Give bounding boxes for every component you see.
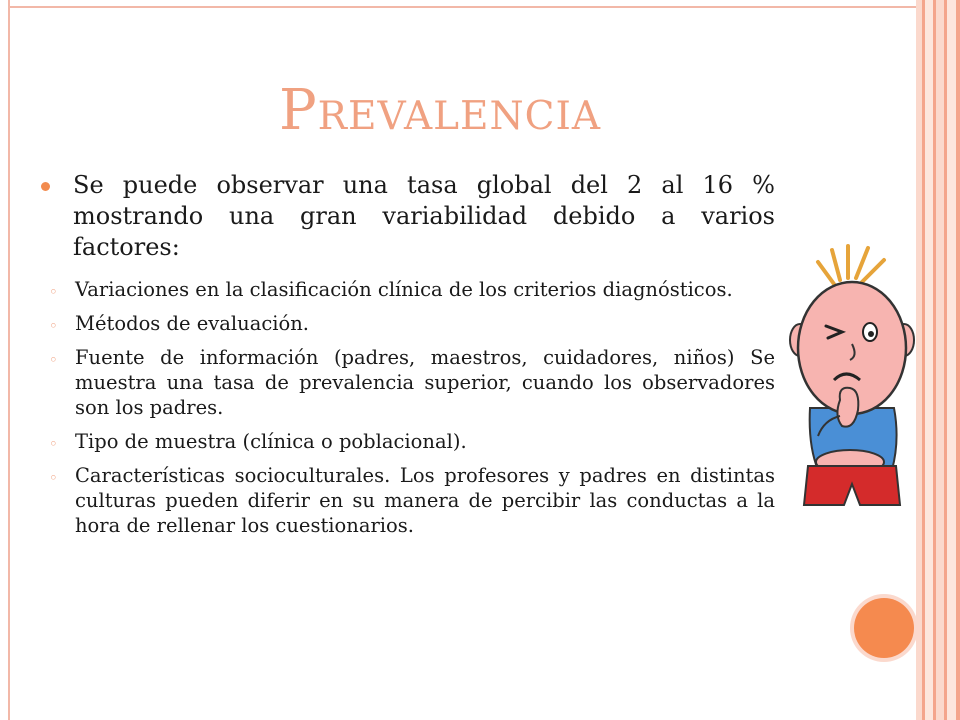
sub-bullet-item	[35, 345, 775, 420]
sub-bullet-text: Tipo de muestra (clínica o poblacional).	[75, 430, 467, 453]
right-pupil-icon	[868, 331, 874, 337]
hollow-bullet-icon: ◦	[49, 435, 58, 453]
hollow-bullet-icon: ◦	[49, 317, 58, 335]
sub-bullet-list	[35, 277, 775, 538]
hollow-bullet-icon: ◦	[49, 469, 58, 487]
bullet-dot-icon	[41, 182, 50, 191]
hollow-bullet-icon: ◦	[49, 351, 58, 369]
main-bullet-item	[35, 170, 775, 263]
sub-bullet-item	[35, 277, 775, 302]
hand-icon	[837, 388, 858, 427]
sub-bullet-text: Fuente de información (padres, maestros, cuidadores, niños) Se muestra una tasa de prevalencia superior, cuando los observadores son los padres.	[75, 346, 775, 419]
main-bullet-text: Se puede observar una tasa global del 2 al 16 % mostrando una gran variabilidad debido a varios factores:	[73, 171, 775, 261]
decorative-stripes	[916, 0, 960, 720]
sub-bullet-item	[35, 311, 775, 336]
slide-title: Prevalencia	[278, 78, 602, 143]
sub-bullet-text: Métodos de evaluación.	[75, 312, 309, 335]
sub-bullet-text: Variaciones en la clasificación clínica de los criterios diagnósticos.	[75, 278, 733, 301]
sub-bullet-text: Características socioculturales. Los profesores y padres en distintas culturas pueden diferir en su manera de percibir las conductas a la hora de rellenar los cuestionarios.	[75, 464, 775, 537]
hollow-bullet-icon: ◦	[49, 283, 58, 301]
slide-body	[35, 170, 775, 547]
pants-icon	[804, 466, 900, 505]
sub-bullet-item	[35, 463, 775, 538]
frame-top-line	[8, 6, 916, 8]
sub-bullet-item	[35, 429, 775, 454]
accent-circle-icon	[854, 598, 914, 658]
hair-icon	[818, 246, 884, 284]
confused-child-illustration	[788, 240, 918, 520]
